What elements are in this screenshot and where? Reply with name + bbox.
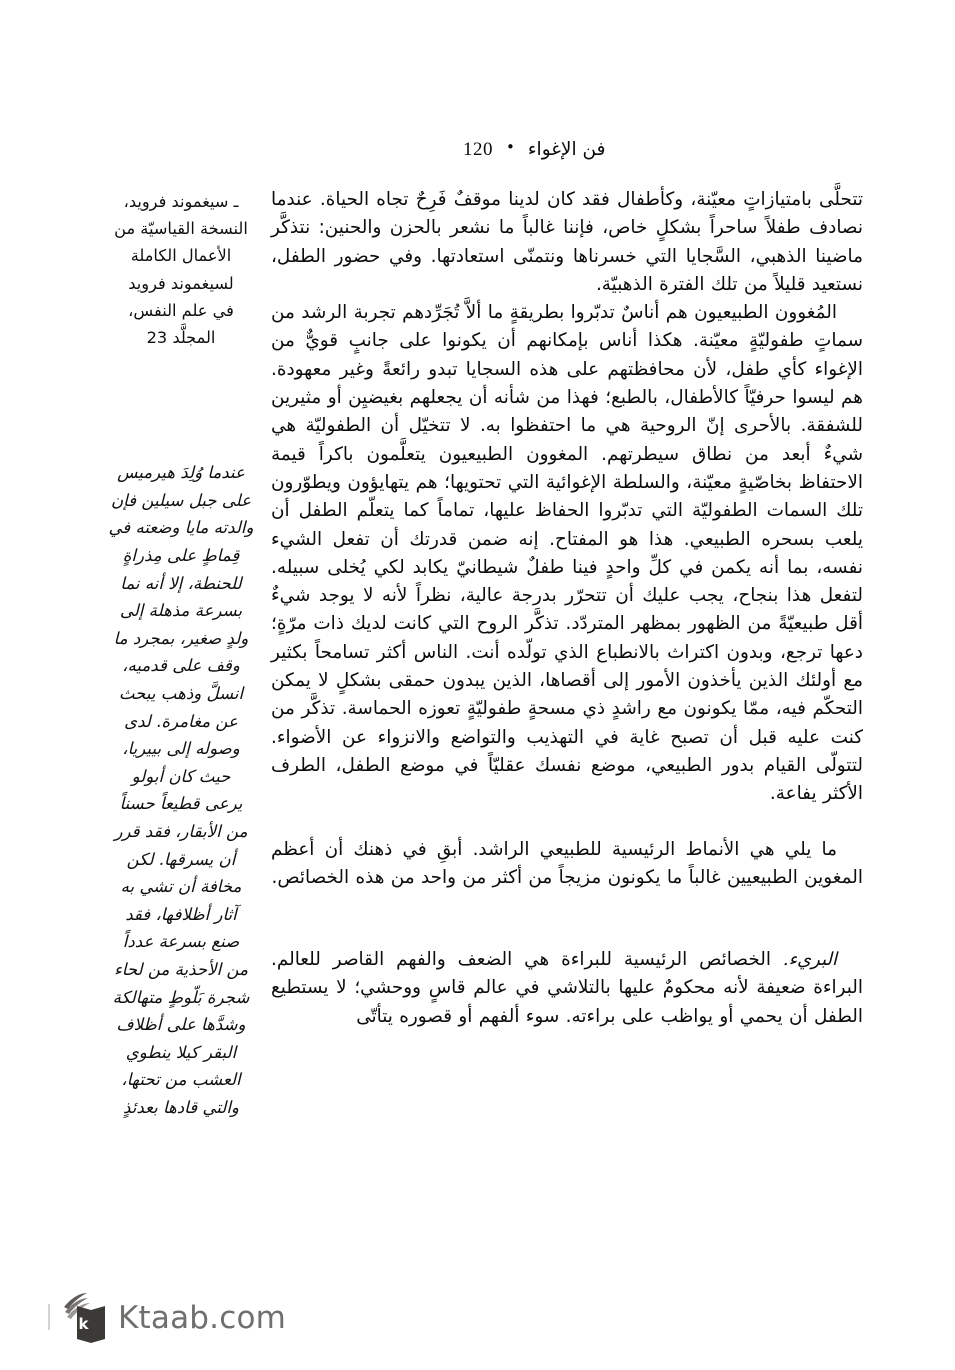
section-innocent-paragraph	[271, 946, 863, 1031]
margin-note-line: من الأحذية من لحاء	[113, 959, 249, 979]
margin-note-line: أن يسرقها. لكن	[126, 849, 236, 869]
margin-note-line: يرعى قطيعاً حسناً	[119, 794, 243, 814]
margin-note-line: حيث كان أبولو	[131, 766, 231, 786]
margin-note-line: العشب من تحتها،	[121, 1070, 241, 1090]
margin-note-line: ـ سيغموند فرويد،	[123, 192, 239, 211]
margin-note-line: للحنطة، إلا أنه نما	[120, 573, 242, 593]
watermark-brand-text: Ktaab.com	[118, 1299, 287, 1336]
margin-note-line: شجرة بَلّوطٍ متهالكة	[112, 987, 250, 1007]
margin-note-line: قِماطٍ على مِذراةٍ	[122, 546, 240, 565]
running-head-book-title: فن الإغواء	[527, 139, 606, 160]
margin-note-line: النسخة القياسيّة من	[114, 219, 248, 239]
margin-note-line: انسلَّ وذهب يبحث	[118, 683, 244, 703]
paragraph-3: ما يلي هي الأنماط الرئيسية للطبيعي الراشد. أبقِ في ذهنك أن أعظم المغوين الطبيعيين غالباً ما يكونون مزيجاً من أكثر من واحد من هذه الخصائص.	[271, 838, 863, 888]
section-run-in-title: البريء.	[782, 949, 837, 971]
margin-note-line: البقر كيلا ينطوي	[125, 1042, 237, 1062]
margin-note-line: عندما وُلِدَ هيرميس	[117, 463, 245, 483]
paragraph-1: تتحلَّى بامتيازاتٍ معيّنة، وكأطفال فقد كان لدينا موقفٌ فَرِحٌ تجاه الحياة. عندما نصادف طفلاً ساحراً بشكلٍ خاص، فإننا غالباً ما نشعر بالحزن والحنين: نتذكَّر ماضينا الذهبي، السَّجايا التي خسرناها ونتمنّى استعادتها. وفي حضور الطفل، نستعيد قليلاً من تلك الفترة الذهبيّة.	[271, 189, 863, 295]
margin-note-line: وصوله إلى بييريا،	[122, 739, 240, 759]
margin-note-line: مخافة أن تشي به	[120, 877, 242, 897]
page-number: 120	[463, 139, 493, 160]
section-body-text: الخصائص الرئيسية للبراءة هي الضعف والفهم القاصر للعالم. البراءة ضعيفة لأنه محكومٌ عليها بالتلاشي في عالم قاسٍ ووحشي؛ لا يستطيع الطفل أن يحمي أو يواظب على براءته. سوء ألفهم أو قصوره يتأتّى	[271, 949, 863, 1027]
margin-note-line: والتي قادها بعدئذٍ	[123, 1097, 239, 1117]
margin-note-line: على جبل سيلين فإن	[110, 490, 252, 510]
margin-note-line: عن مغامرة. لدى	[124, 711, 238, 731]
running-head	[463, 140, 863, 160]
page-edge-artifact	[48, 1304, 50, 1330]
margin-note-line: الأعمال الكاملة	[130, 246, 232, 266]
running-head-separator-dot: •	[506, 138, 515, 156]
margin-note-line: آثار أظلافها، فقد	[125, 904, 237, 924]
ktaab-watermark[interactable]	[62, 1288, 286, 1348]
body-text-column	[271, 186, 863, 1031]
paragraph-2: المُغوون الطبيعيون هم أناسٌ تدبّروا بطريقةٍ ما ألاَّ تُجَرِّدهم تجربة الرشد من سماتٍ طفوليّةٍ معيّنة. هكذا أناس بإمكانهم أن يكونوا على جانبٍ قويٌّ من الإغواء كأي طفل، لأن محافظتهم على هذه السجايا تبدو رائعةً وغير معهودة. هم ليسوا حرفيّاً كالأطفال، بالطبع؛ فهذا من شأنه أن يجعلهم بغيضيِن أو مثيرين للشفقة. بالأحرى إنّ الروحية هي ما احتفظوا به. لا تتخيّل أن الطفوليّة هي شيءٌ أبعد من نطاق سيطرتهم. المغوون الطبيعيون يتعلَّمون باكراً قيمة الاحتفاظ بخاصّيةٍ معيّنة، والسلطة الإغوائية التي تحتويها؛ هم يتهايؤون ويطوّرون تلك السمات الطفوليّة التي تدبّروا الحفاظ عليها، تماماً كما يتعلّم الطفل أن يلعب بسحره الطبيعي. هذا هو المفتاح. إنه ضمن قدرتك أن تفعل الشيء نفسه، بما أنه يكمن في كلِّ واحدٍ فينا طفلٌ شيطانيّ يكابد لكي يُخلى سبيله. لتفعل هذا بنجاح، يجب عليك أن تتحرّر بدرجة عالية، نظراً لأنه لا يوجد شيءٌ أقل طبيعيّةً من الظهور بمظهر المتردّد. تذكَّر الروح التي كانت لديك ذات مرّةٍ؛ دعها ترجع، وبدون اكتراث بالانطباع الذي تولّده أنت. الناس أكثر تسامحاً بكثير مع أولئك الذين يأخذون الأمور إلى أقصاها، الذين يبدون حمقى بشكلٍ لا يمكن التحكّم فيه، ممّا يكونون مع راشدٍ ذي مسحةٍ طفوليّةٍ تعوزه الحماسة. تذكَّر من كنت عليه قبل أن تصبح غاية في التهذيب والتواضع والانزواء عن الأضواء. لتتولّى القيام بدور الطبيعي، موضع نفسك عقليّاً في موضع الطفل، الطرف الأكثر يفاعة.	[271, 302, 863, 805]
margin-note-line: والدته مايا وضعته في	[108, 518, 254, 538]
margin-note-hermes-story	[92, 459, 270, 1121]
margin-note-line: وشدَّها على أظلاف	[116, 1015, 246, 1035]
open-book-icon	[62, 1290, 108, 1346]
margin-note-line: من الأبقار، فقد قرر	[114, 821, 248, 841]
margin-note-column	[92, 186, 270, 1121]
margin-note-line: بسرعة مذهلة إلى	[119, 601, 243, 621]
page-columns	[92, 186, 863, 1256]
margin-note-line: وقف على قدميه،	[122, 656, 240, 676]
margin-note-line: صنع بسرعة عدداً	[122, 932, 240, 952]
margin-note-attribution	[92, 188, 270, 351]
margin-note-line: في علم النفس،	[128, 300, 234, 320]
margin-note-line: لسيغموند فرويد	[128, 273, 234, 293]
book-icon-letter: k	[78, 1315, 89, 1333]
margin-note-line: ولدٍ صغير، بمجرد ما	[113, 628, 249, 648]
margin-note-line: المجلَّد 23	[146, 328, 216, 348]
